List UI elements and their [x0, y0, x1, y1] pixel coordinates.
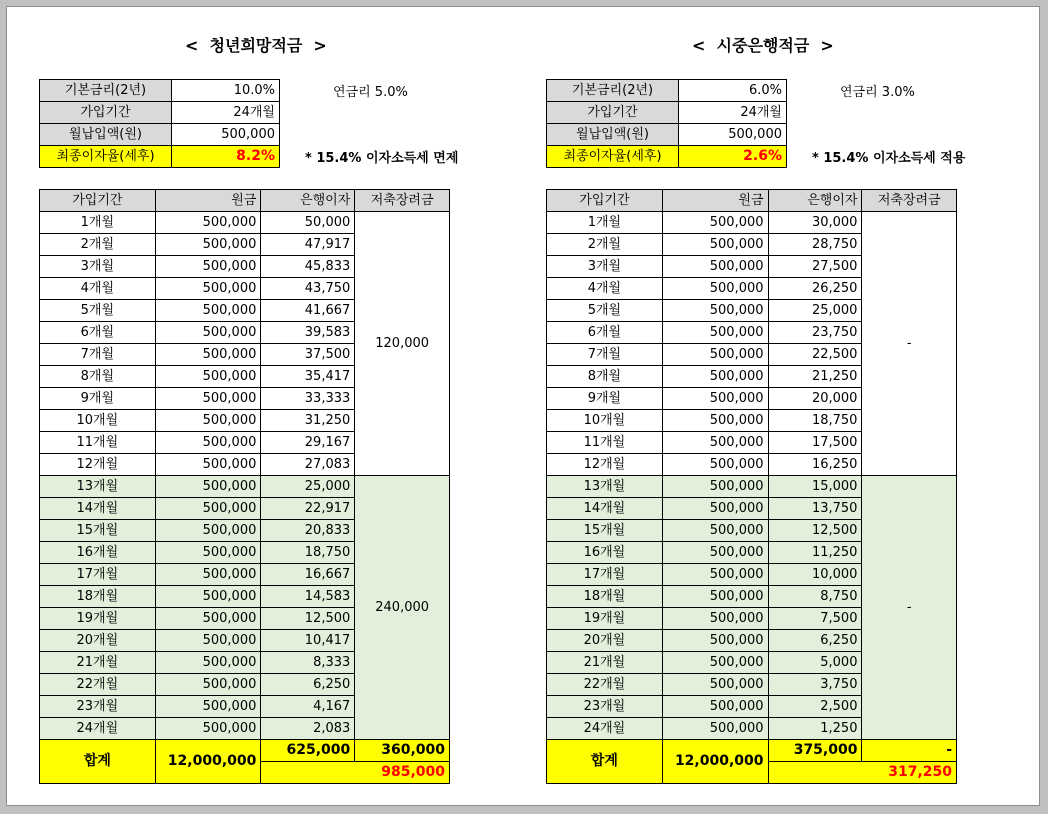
period-cell: 1개월 [547, 212, 663, 234]
period-cell: 12개월 [40, 454, 156, 476]
principal-cell: 500,000 [155, 278, 261, 300]
principal-cell: 500,000 [662, 256, 768, 278]
principal-cell: 500,000 [662, 322, 768, 344]
period-cell: 13개월 [547, 476, 663, 498]
table-row [547, 476, 957, 498]
info-row [40, 102, 280, 124]
interest-cell: 4,167 [261, 696, 355, 718]
grand-total: 317,250 [768, 762, 956, 784]
interest-cell: 41,667 [261, 300, 355, 322]
principal-cell: 500,000 [155, 520, 261, 542]
period-cell: 21개월 [40, 652, 156, 674]
interest-cell: 12,500 [261, 608, 355, 630]
principal-cell: 500,000 [662, 454, 768, 476]
period-cell: 13개월 [40, 476, 156, 498]
principal-cell: 500,000 [155, 366, 261, 388]
panel-title: < 청년희망적금 > [185, 36, 327, 55]
principal-cell: 500,000 [662, 432, 768, 454]
period-cell: 4개월 [40, 278, 156, 300]
period-cell: 17개월 [547, 564, 663, 586]
info-value: 2.6% [679, 146, 787, 168]
principal-cell: 500,000 [662, 476, 768, 498]
principal-cell: 500,000 [155, 388, 261, 410]
table-row [40, 476, 450, 498]
period-cell: 18개월 [40, 586, 156, 608]
table-row [40, 212, 450, 234]
principal-cell: 500,000 [662, 674, 768, 696]
interest-cell: 12,500 [768, 520, 862, 542]
info-table [39, 79, 280, 168]
interest-cell: 5,000 [768, 652, 862, 674]
period-cell: 15개월 [547, 520, 663, 542]
period-cell: 3개월 [547, 256, 663, 278]
period-cell: 3개월 [40, 256, 156, 278]
period-cell: 4개월 [547, 278, 663, 300]
total-row [547, 740, 957, 762]
interest-cell: 20,000 [768, 388, 862, 410]
period-cell: 9개월 [547, 388, 663, 410]
principal-cell: 500,000 [662, 630, 768, 652]
principal-cell: 500,000 [155, 322, 261, 344]
total-interest: 375,000 [768, 740, 862, 762]
total-bonus: 360,000 [355, 740, 450, 762]
principal-cell: 500,000 [155, 608, 261, 630]
principal-cell: 500,000 [662, 696, 768, 718]
principal-cell: 500,000 [662, 564, 768, 586]
column-header: 원금 [155, 190, 261, 212]
period-cell: 1개월 [40, 212, 156, 234]
period-cell: 7개월 [547, 344, 663, 366]
column-header: 은행이자 [768, 190, 862, 212]
column-header: 원금 [662, 190, 768, 212]
interest-cell: 14,583 [261, 586, 355, 608]
header-row [547, 190, 957, 212]
interest-cell: 23,750 [768, 322, 862, 344]
principal-cell: 500,000 [155, 234, 261, 256]
info-label: 가입기간 [547, 102, 679, 124]
info-value: 6.0% [679, 80, 787, 102]
total-principal: 12,000,000 [662, 740, 768, 784]
interest-cell: 16,667 [261, 564, 355, 586]
principal-cell: 500,000 [155, 718, 261, 740]
info-label: 월납입액(원) [547, 124, 679, 146]
principal-cell: 500,000 [155, 674, 261, 696]
principal-cell: 500,000 [662, 498, 768, 520]
info-row [40, 124, 280, 146]
interest-cell: 1,250 [768, 718, 862, 740]
info-table [546, 79, 787, 168]
interest-cell: 18,750 [261, 542, 355, 564]
principal-cell: 500,000 [155, 212, 261, 234]
interest-cell: 30,000 [768, 212, 862, 234]
final-rate-row [547, 146, 787, 168]
period-cell: 2개월 [547, 234, 663, 256]
interest-cell: 37,500 [261, 344, 355, 366]
period-cell: 19개월 [40, 608, 156, 630]
annual-rate-note: 연금리 3.0% [840, 85, 915, 100]
interest-cell: 11,250 [768, 542, 862, 564]
interest-cell: 8,750 [768, 586, 862, 608]
info-value: 8.2% [172, 146, 280, 168]
interest-cell: 13,750 [768, 498, 862, 520]
period-cell: 20개월 [40, 630, 156, 652]
interest-cell: 25,000 [768, 300, 862, 322]
total-label: 합계 [40, 740, 156, 784]
principal-cell: 500,000 [155, 410, 261, 432]
principal-cell: 500,000 [662, 300, 768, 322]
info-label: 월납입액(원) [40, 124, 172, 146]
interest-cell: 3,750 [768, 674, 862, 696]
info-row [547, 80, 787, 102]
bonus-second-year-cell: - [862, 476, 957, 740]
column-header: 저축장려금 [862, 190, 957, 212]
principal-cell: 500,000 [662, 520, 768, 542]
period-cell: 10개월 [547, 410, 663, 432]
info-value: 24개월 [679, 102, 787, 124]
period-cell: 22개월 [547, 674, 663, 696]
info-value: 10.0% [172, 80, 280, 102]
info-label: 기본금리(2년) [40, 80, 172, 102]
total-label: 합계 [547, 740, 663, 784]
period-cell: 23개월 [40, 696, 156, 718]
interest-table [39, 189, 450, 784]
principal-cell: 500,000 [155, 454, 261, 476]
column-header: 가입기간 [40, 190, 156, 212]
info-label: 최종이자율(세후) [547, 146, 679, 168]
column-header: 가입기간 [547, 190, 663, 212]
principal-cell: 500,000 [155, 652, 261, 674]
info-row [547, 102, 787, 124]
period-cell: 20개월 [547, 630, 663, 652]
interest-cell: 18,750 [768, 410, 862, 432]
tax-note: * 15.4% 이자소득세 면제 [305, 151, 459, 166]
grand-total: 985,000 [261, 762, 450, 784]
interest-cell: 17,500 [768, 432, 862, 454]
period-cell: 7개월 [40, 344, 156, 366]
info-label: 가입기간 [40, 102, 172, 124]
principal-cell: 500,000 [155, 630, 261, 652]
interest-cell: 39,583 [261, 322, 355, 344]
interest-cell: 47,917 [261, 234, 355, 256]
column-header: 은행이자 [261, 190, 355, 212]
principal-cell: 500,000 [155, 542, 261, 564]
period-cell: 14개월 [40, 498, 156, 520]
principal-cell: 500,000 [662, 542, 768, 564]
period-cell: 5개월 [547, 300, 663, 322]
principal-cell: 500,000 [662, 652, 768, 674]
principal-cell: 500,000 [662, 608, 768, 630]
bonus-second-year-cell: 240,000 [355, 476, 450, 740]
principal-cell: 500,000 [155, 586, 261, 608]
principal-cell: 500,000 [155, 300, 261, 322]
interest-cell: 8,333 [261, 652, 355, 674]
principal-cell: 500,000 [662, 212, 768, 234]
period-cell: 16개월 [547, 542, 663, 564]
interest-cell: 6,250 [768, 630, 862, 652]
info-value: 500,000 [172, 124, 280, 146]
period-cell: 23개월 [547, 696, 663, 718]
period-cell: 9개월 [40, 388, 156, 410]
period-cell: 10개월 [40, 410, 156, 432]
principal-cell: 500,000 [662, 278, 768, 300]
interest-cell: 26,250 [768, 278, 862, 300]
principal-cell: 500,000 [662, 234, 768, 256]
interest-cell: 2,083 [261, 718, 355, 740]
header-row [40, 190, 450, 212]
interest-cell: 35,417 [261, 366, 355, 388]
principal-cell: 500,000 [662, 410, 768, 432]
interest-cell: 28,750 [768, 234, 862, 256]
principal-cell: 500,000 [662, 366, 768, 388]
interest-cell: 22,917 [261, 498, 355, 520]
period-cell: 6개월 [547, 322, 663, 344]
interest-cell: 29,167 [261, 432, 355, 454]
period-cell: 11개월 [547, 432, 663, 454]
principal-cell: 500,000 [662, 586, 768, 608]
bonus-first-year-cell: 120,000 [355, 212, 450, 476]
interest-cell: 45,833 [261, 256, 355, 278]
info-value: 24개월 [172, 102, 280, 124]
period-cell: 12개월 [547, 454, 663, 476]
interest-cell: 6,250 [261, 674, 355, 696]
interest-cell: 27,500 [768, 256, 862, 278]
info-value: 500,000 [679, 124, 787, 146]
tax-note: * 15.4% 이자소득세 적용 [812, 151, 966, 166]
principal-cell: 500,000 [662, 344, 768, 366]
period-cell: 8개월 [547, 366, 663, 388]
period-cell: 18개월 [547, 586, 663, 608]
interest-cell: 50,000 [261, 212, 355, 234]
period-cell: 21개월 [547, 652, 663, 674]
period-cell: 2개월 [40, 234, 156, 256]
period-cell: 24개월 [40, 718, 156, 740]
column-header: 저축장려금 [355, 190, 450, 212]
interest-cell: 7,500 [768, 608, 862, 630]
total-bonus: - [862, 740, 957, 762]
interest-cell: 15,000 [768, 476, 862, 498]
interest-table [546, 189, 957, 784]
table-row [547, 212, 957, 234]
interest-cell: 27,083 [261, 454, 355, 476]
spreadsheet-sheet [6, 6, 1040, 806]
period-cell: 15개월 [40, 520, 156, 542]
info-label: 기본금리(2년) [547, 80, 679, 102]
total-interest: 625,000 [261, 740, 355, 762]
principal-cell: 500,000 [155, 256, 261, 278]
principal-cell: 500,000 [155, 432, 261, 454]
period-cell: 14개월 [547, 498, 663, 520]
principal-cell: 500,000 [155, 498, 261, 520]
info-row [547, 124, 787, 146]
period-cell: 16개월 [40, 542, 156, 564]
total-principal: 12,000,000 [155, 740, 261, 784]
panel-title: < 시중은행적금 > [692, 36, 834, 55]
period-cell: 17개월 [40, 564, 156, 586]
principal-cell: 500,000 [155, 696, 261, 718]
interest-cell: 22,500 [768, 344, 862, 366]
principal-cell: 500,000 [662, 388, 768, 410]
period-cell: 22개월 [40, 674, 156, 696]
principal-cell: 500,000 [662, 718, 768, 740]
principal-cell: 500,000 [155, 344, 261, 366]
period-cell: 6개월 [40, 322, 156, 344]
info-label: 최종이자율(세후) [40, 146, 172, 168]
interest-cell: 20,833 [261, 520, 355, 542]
principal-cell: 500,000 [155, 564, 261, 586]
annual-rate-note: 연금리 5.0% [333, 85, 408, 100]
interest-cell: 10,000 [768, 564, 862, 586]
interest-cell: 10,417 [261, 630, 355, 652]
principal-cell: 500,000 [155, 476, 261, 498]
interest-cell: 25,000 [261, 476, 355, 498]
period-cell: 8개월 [40, 366, 156, 388]
final-rate-row [40, 146, 280, 168]
interest-cell: 16,250 [768, 454, 862, 476]
period-cell: 5개월 [40, 300, 156, 322]
info-row [40, 80, 280, 102]
bonus-first-year-cell: - [862, 212, 957, 476]
interest-cell: 31,250 [261, 410, 355, 432]
interest-cell: 43,750 [261, 278, 355, 300]
interest-cell: 21,250 [768, 366, 862, 388]
period-cell: 11개월 [40, 432, 156, 454]
total-row [40, 740, 450, 762]
period-cell: 24개월 [547, 718, 663, 740]
interest-cell: 2,500 [768, 696, 862, 718]
period-cell: 19개월 [547, 608, 663, 630]
interest-cell: 33,333 [261, 388, 355, 410]
